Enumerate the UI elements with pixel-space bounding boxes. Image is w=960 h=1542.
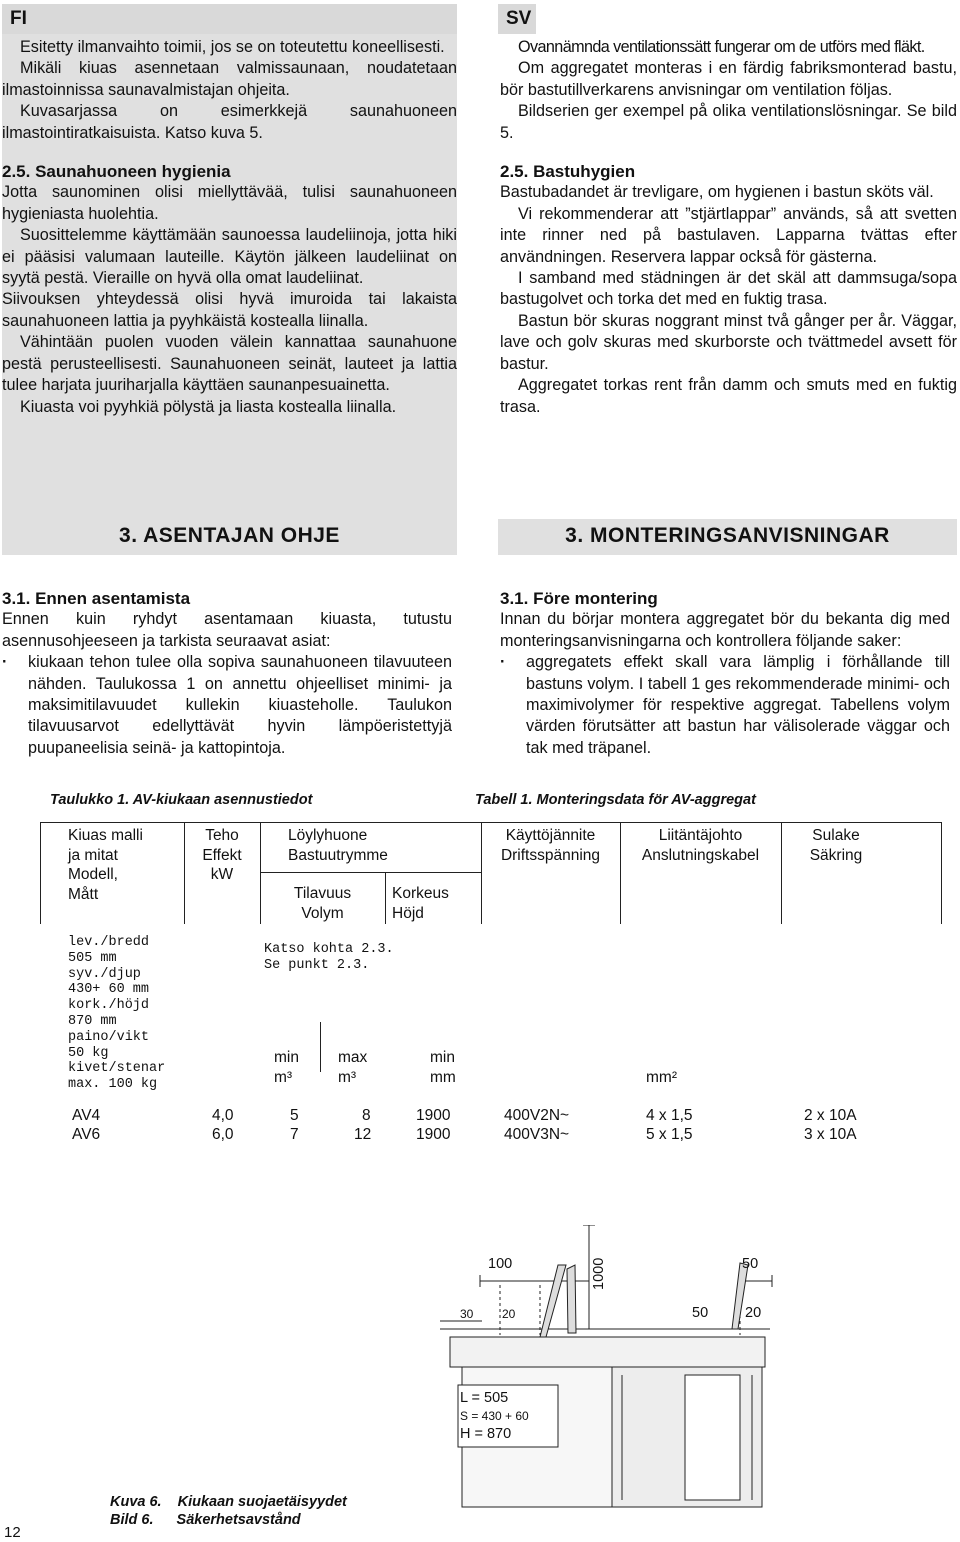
heater-side-panel: [685, 1375, 740, 1500]
see-reference: [264, 942, 394, 974]
sv-paragraph: Om aggregatet monteras i en färdig fabriksmonterad bastu, bör bastutillverkarens anvisningar om ventilation följas.: [500, 59, 957, 99]
fi-paragraph: Kiuasta voi pyyhkiä pölystä ja liasta kostealla liinalla.: [20, 397, 397, 416]
dimension-text: lev./bredd: [68, 935, 150, 950]
header-text: ja mitat: [68, 846, 118, 864]
dim-1000: 1000: [591, 1257, 607, 1290]
header-text: Tilavuus: [293, 885, 352, 902]
cell-min-height: 1900: [416, 1107, 451, 1124]
sv-paragraph: Bildserien ger exempel på olika ventilationslösningar. Se bild 5.: [500, 102, 957, 142]
header-room: [288, 826, 388, 865]
dimension-text: syv./djup: [68, 966, 141, 982]
dimension-text: 430+ 60 mm: [68, 982, 150, 998]
dim-height: H = 870: [460, 1426, 512, 1442]
header-text: Käyttöjännite: [505, 827, 596, 844]
fi-section-31: [2, 588, 452, 759]
sv-section-heading: 2.5. Bastuhygien: [500, 162, 636, 182]
header-text: Driftsspänning: [500, 846, 601, 864]
sv-text-column: [500, 37, 957, 418]
sv-paragraph: Aggregatet torkas rent från damm och smuts med en fuktig trasa.: [500, 376, 957, 416]
fi-paragraph: Vähintään puolen vuoden välein kannattaa saunahuone pestä perusteellisesti. Saunahuoneen seinät, lauteet ja lattia tulee harjata juuriharjalla käyttäen saunanpesuainetta.: [2, 333, 457, 395]
header-volume: [260, 884, 385, 923]
dim-20-left: 20: [502, 1307, 516, 1321]
header-text: Löylyhuone: [288, 827, 368, 844]
cell-voltage: 400V2N~: [504, 1107, 570, 1124]
unit-min-height: [430, 1048, 456, 1087]
fi-text-column: [2, 37, 457, 418]
header-text: Teho: [205, 827, 239, 844]
table-subheader-line: [260, 872, 481, 873]
sv-subheading: 3.1. Före montering: [500, 589, 658, 608]
sv-section-31: [500, 588, 950, 759]
language-tab-fi: [2, 4, 457, 34]
fi-paragraph: Mikäli kiuas asennetaan valmissaunaan, noudatetaan ilmastoinnissa saunavalmistajan ohjeita.: [2, 59, 457, 99]
cell-max-volume: 12: [354, 1126, 372, 1143]
header-text: Säkring: [809, 846, 863, 864]
dimension-text: 505 mm: [68, 950, 117, 966]
fi-table-caption: Taulukko 1. AV-kiukaan asennustiedot: [50, 792, 313, 808]
cell-model: AV6: [72, 1126, 101, 1143]
language-tab-sv: [498, 4, 536, 34]
header-text: Kiuas malli: [68, 827, 143, 844]
dim-depth: S = 430 + 60: [460, 1409, 529, 1423]
fi-section-heading: 2.5. Saunahuoneen hygienia: [2, 162, 231, 182]
heater-handle: [540, 1265, 566, 1337]
fi-bullet-item: · kiukaan tehon tulee olla sopiva saunahuoneen tilavuuteen nähden. Taulukossa 1 on annettu ohjeelliset minimi- ja maksimitilavuudet kullekin kiuasteholle. Taulukon tilavuusarvot edellyttävät hyvin lämpöeristettyjä puupaneelisia seinä- ja kattopintoja.: [2, 652, 452, 759]
header-text: Mått: [68, 885, 99, 903]
cell-voltage: 400V3N~: [504, 1126, 570, 1143]
header-cable: [620, 826, 781, 865]
unit-text: min: [274, 1049, 299, 1066]
reference-text: Katso kohta 2.3.: [264, 942, 394, 957]
fi-subheading: 3.1. Ennen asentamista: [2, 589, 191, 608]
table-divider: [40, 822, 41, 924]
fi-paragraph: Siivouksen yhteydessä olisi hyvä imuroida tai lakaista saunahuoneen lattia ja pyyhkäistä kostealla liinalla.: [2, 290, 457, 330]
header-model: [68, 826, 143, 904]
table-row-av6: [72, 1125, 952, 1147]
figure-caption-fi: [110, 1494, 347, 1510]
header-text: Korkeus: [392, 885, 449, 902]
cell-model: AV4: [72, 1107, 101, 1124]
figure-caption-sv: [110, 1512, 301, 1528]
unit-cable: mm²: [646, 1069, 677, 1086]
heater-top: [450, 1337, 765, 1367]
header-voltage: [481, 826, 620, 865]
caption-label: Kuva 6.: [110, 1494, 162, 1510]
sv-chapter-heading: 3. MONTERINGSANVISNINGAR: [565, 524, 890, 547]
caption-text: Säkerhetsavstånd: [176, 1512, 301, 1528]
lang-label-sv: SV: [506, 8, 532, 29]
header-text: Bastuutrymme: [288, 846, 388, 864]
fi-paragraph: Jotta saunominen olisi miellyttävää, tulisi saunahuoneen hygieniasta huolehtia.: [2, 183, 457, 223]
fi-chapter-heading: 3. ASENTAJAN OHJE: [119, 524, 340, 547]
cell-min-volume: 5: [290, 1107, 299, 1124]
header-text: kW: [210, 866, 234, 883]
fi-paragraph: Esitetty ilmanvaihto toimii, jos se on toteutettu koneellisesti.: [20, 38, 445, 56]
fi-paragraph: Kuvasarjassa on esimerkkejä saunahuoneen ilmastointiratkaisuista. Katso kuva 5.: [2, 102, 457, 142]
unit-text: min: [430, 1049, 455, 1066]
unit-min-volume: [274, 1048, 299, 1087]
dim-50-right: 50: [692, 1305, 709, 1321]
sv-paragraph: Bastun bör skuras noggrant minst två gånger per år. Väggar, lave och golv skuras med skurborste och tvättmedel avsett för bastur.: [500, 311, 957, 373]
dim-20-right: 20: [745, 1305, 762, 1321]
reference-text: Se punkt 2.3.: [264, 957, 370, 973]
dim-50-top: 50: [742, 1256, 759, 1272]
header-text: Sulake: [812, 827, 860, 844]
fi-paragraph: Suosittelemme käyttämään saunoessa laudeliinoja, jotta hiki ei pääsisi valumaan lauteille. Käytön jälkeen laudeliinat on syytä pestä. Vieraille on hyvä olla omat laudeliinat.: [2, 226, 457, 288]
cell-power: 4,0: [212, 1107, 234, 1124]
unit-text: mm: [430, 1068, 456, 1086]
table-divider: [385, 872, 386, 924]
cell-max-volume: 8: [362, 1107, 371, 1124]
page-number: 12: [4, 1524, 21, 1541]
lang-label-fi: FI: [10, 8, 27, 29]
header-text: Volym: [301, 904, 344, 922]
table-top-border: [40, 822, 942, 823]
header-text: Modell,: [68, 866, 118, 883]
unit-text: m³: [274, 1068, 293, 1086]
header-fuse: [781, 826, 891, 865]
caption-text: Kiukaan suojaetäisyydet: [177, 1494, 347, 1510]
sv-paragraph: Vi rekommenderar att ”stjärtlappar” används, så att svetten inte rinner ned på bastulaven. Lapparna tvättas efter användningen. Reservera lappar också för gästerna.: [500, 204, 957, 266]
fi-paragraph: Ennen kuin ryhdyt asentamaan kiuasta, tutustu asennusohjeeseen ja tarkista seuraavat asiat:: [2, 610, 452, 650]
cell-fuse: 3 x 10A: [804, 1126, 857, 1143]
caption-label: Bild 6.: [110, 1512, 154, 1528]
unit-max-volume: [338, 1048, 367, 1087]
table-divider: [320, 1022, 321, 1072]
dimension-text: 50 kg: [68, 1045, 109, 1061]
cell-min-height: 1900: [416, 1126, 451, 1143]
dim-30: 30: [460, 1307, 474, 1321]
unit-text: max: [338, 1049, 368, 1066]
dimension-text: kivet/stenar: [68, 1061, 166, 1077]
cell-fuse: 2 x 10A: [804, 1107, 857, 1124]
cell-power: 6,0: [212, 1126, 234, 1143]
table-divider: [941, 822, 942, 924]
dim-length: L = 505: [460, 1390, 509, 1406]
sv-paragraph: Bastubadandet är trevligare, om hygienen i bastun sköts väl.: [500, 183, 934, 202]
header-power: [184, 826, 260, 885]
header-text: Anslutningskabel: [641, 846, 760, 864]
cell-cable: 4 x 1,5: [646, 1107, 693, 1124]
heater-handle: [567, 1265, 576, 1333]
sv-paragraph: Innan du börjar montera aggregatet bör du bekanta dig med monteringsanvisningarna och kontrollera följande saker:: [500, 610, 950, 650]
dimension-text: paino/vikt: [68, 1029, 150, 1045]
sv-paragraph: I samband med städningen är det skäl att dammsuga/sopa bastugolvet och torka det med en fuktig trasa.: [500, 269, 957, 309]
sv-table-caption: Tabell 1. Monteringsdata för AV-aggregat: [475, 792, 756, 808]
header-text: Effekt: [202, 846, 242, 864]
dim-100: 100: [488, 1256, 513, 1272]
dimension-text: 870 mm: [68, 1013, 117, 1029]
unit-text: m³: [338, 1068, 357, 1086]
header-text: Höjd: [392, 904, 424, 922]
sv-paragraph: Ovannämnda ventilationssätt fungerar om de utförs med fläkt.: [518, 38, 925, 56]
dimension-text: max. 100 kg: [68, 1077, 158, 1093]
dimension-text: kork./höjd: [68, 998, 150, 1014]
header-text: Liitäntäjohto: [658, 827, 743, 844]
sv-bullet-item: · aggregatets effekt skall vara lämplig i förhållande till bastuns volym. I tabell 1 ges rekommenderade minimi- och maximivolymer för respektive aggregat. Tabellens volym värden förutsätter att bastun har välisolerade väggar och tak med träpanel.: [500, 652, 950, 759]
cell-min-volume: 7: [290, 1126, 299, 1143]
header-height: [392, 884, 449, 923]
cell-cable: 5 x 1,5: [646, 1126, 693, 1143]
heater-dimensions: [68, 935, 165, 1093]
